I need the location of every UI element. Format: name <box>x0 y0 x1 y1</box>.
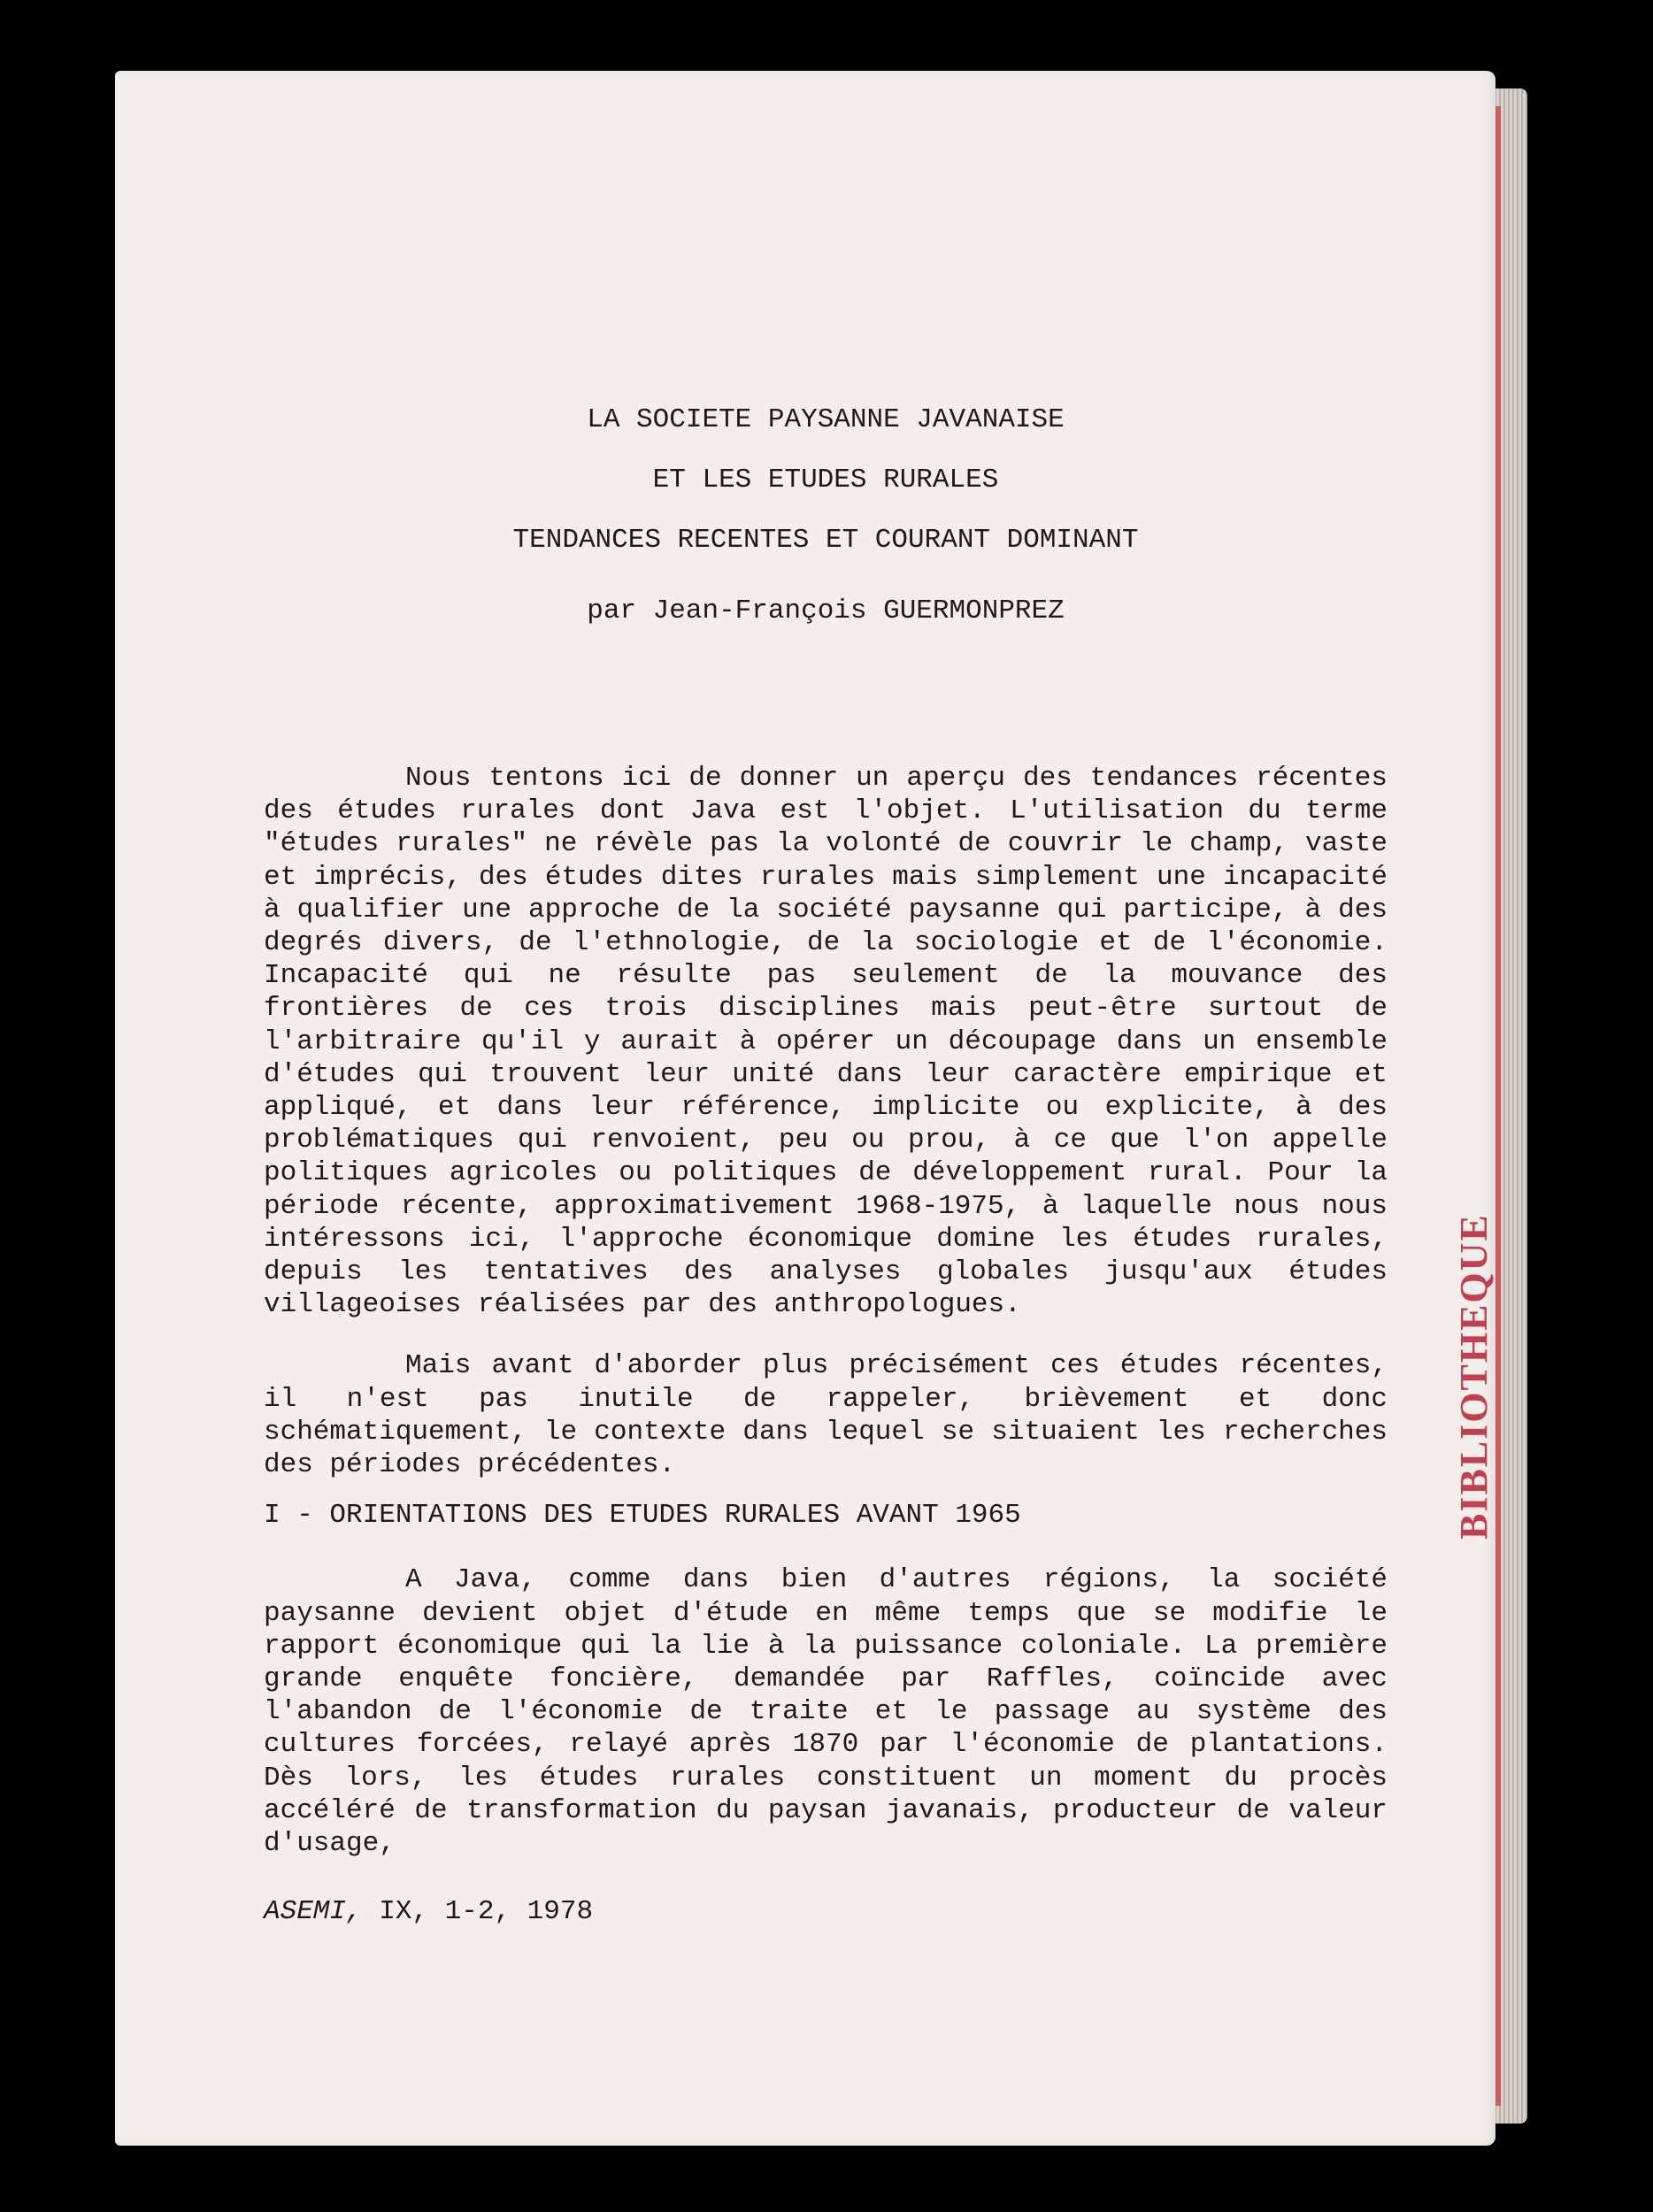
journal-issue: IX, 1-2, 1978 <box>362 1896 594 1928</box>
library-stamp: BIBLIOTHEQUE <box>1452 1213 1495 1540</box>
paragraph-java: A Java, comme dans bien d'autres régions, la société paysanne devient objet d'étude en même temps que se modifie le rapport économique qui la lie à la puissance coloniale. La première grande enquête foncière, demandée par Raffles, coïncide avec l'abandon de l'économie de traite et le passage au système des cultures forcées, relayé après 1870 par l'économie de plantations. Dès lors, les études rurales constituent un moment du procès accéléré de transformation du paysan javanais, producteur de valeur d'usage, <box>264 1564 1388 1860</box>
paragraph-intro: Nous tentons ici de donner un aperçu des tendances récentes des études rurales dont Java est l'objet. L'utilisation du terme "études rurales" ne révèle pas la volonté de couvrir le champ, vaste et imprécis, des études dites rurales mais simplement une incapacité à qualifier une approche de la société paysanne qui participe, à des degrés divers, de l'ethnologie, de la sociologie et de l'économie. Incapacité qui ne résulte pas seulement de la mouvance des frontières de ces trois disciplines mais peut-être surtout de l'arbitraire qu'il y aurait à opérer un découpage dans un ensemble d'études qui trouvent leur unité dans leur caractère empirique et appliqué, et dans leur référence, implicite ou explicite, à des problématiques qui renvoient, peu ou prou, à ce que l'on appelle politiques agricoles ou politiques de développement rural. Pour la période récente, approximativement 1968-1975, à laquelle nous nous intéressons ici, l'approche économique domine les études rurales, depuis les tentatives des analyses globales jusqu'aux études villageoises réalisées par des anthropologues. <box>264 763 1388 1321</box>
author-line: par Jean-François GUERMONPREZ <box>587 595 1065 626</box>
journal-footer <box>264 1895 1388 1928</box>
title-line-1: LA SOCIETE PAYSANNE JAVANAISE <box>587 404 1065 435</box>
title-line-3: TENDANCES RECENTES ET COURANT DOMINANT <box>512 525 1139 556</box>
journal-name: ASEMI, <box>264 1896 363 1928</box>
paragraph-context: Mais avant d'aborder plus précisément ces études récentes, il n'est pas inutile de rappeler, brièvement et donc schématiquement, le contexte dans lequel se situaient les recherches des périodes précédentes. <box>264 1350 1388 1481</box>
document-body <box>264 403 1388 1929</box>
section-heading: I - ORIENTATIONS DES ETUDES RURALES AVANT 1965 <box>264 1500 1021 1532</box>
title-line-2: ET LES ETUDES RURALES <box>652 465 999 495</box>
